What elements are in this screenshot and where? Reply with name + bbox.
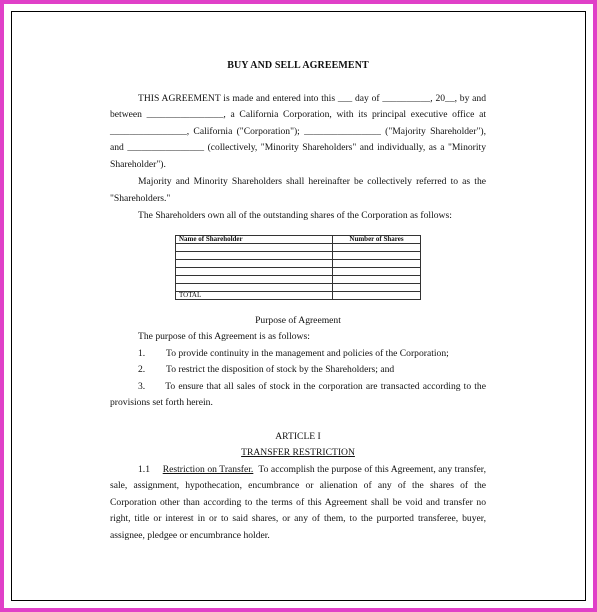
- article-title: TRANSFER RESTRICTION: [241, 447, 355, 458]
- table-cell: [333, 267, 421, 275]
- table-cell: [333, 275, 421, 283]
- table-cell: [176, 243, 333, 251]
- list-number: 2.: [138, 364, 146, 375]
- table-cell: [176, 283, 333, 291]
- section-title: Restriction on Transfer.: [162, 463, 254, 475]
- intro-paragraph: THIS AGREEMENT is made and entered into this ___ day of __________, 20__, by and between ________________, a California Corporation, with its principal executive office at ________________, California ("Corporation"); ________________ ("Majority Shareholder"), and ________________ (collectively, "Minority Shareholders" and individually, as a "Minority Shareholder").: [110, 92, 486, 170]
- ownership-paragraph: The Shareholders own all of the outstanding shares of the Corporation as follows:: [138, 210, 452, 221]
- total-value: [333, 291, 421, 299]
- table-row: [176, 243, 421, 251]
- list-item: [110, 362, 486, 379]
- list-number: 3.: [138, 380, 146, 392]
- table-cell: [176, 275, 333, 283]
- column-header-shares: Number of Shares: [333, 235, 421, 243]
- list-item: [110, 346, 486, 363]
- table-header-row: [176, 235, 421, 243]
- table-cell: [176, 251, 333, 259]
- section-paragraph: [110, 462, 486, 545]
- table-row: [176, 283, 421, 291]
- table-total-row: [176, 291, 421, 299]
- section-number: 1.1: [138, 463, 150, 475]
- shareholder-table: [175, 235, 421, 300]
- table-row: [176, 275, 421, 283]
- table-row: [176, 267, 421, 275]
- section-text: To accomplish the purpose of this Agreement, any transfer, sale, assignment, hypothecation, encumbrance or alienation of any of the shares of the Corporation other than according to the terms of this Agreement shall be void and transfer no right, title or interest in or to said shares, or any of them, to the purported transferee, buyer, assignee, pledgee or encumbrance holder.: [110, 463, 486, 541]
- list-text: To restrict the disposition of stock by the Shareholders; and: [166, 364, 395, 375]
- table-cell: [176, 267, 333, 275]
- list-text: To ensure that all sales of stock in the corporation are transacted according to the provisions set forth herein.: [110, 380, 486, 408]
- table-cell: [333, 259, 421, 267]
- purpose-intro: The purpose of this Agreement is as follows:: [138, 331, 310, 342]
- list-item-3: [110, 379, 486, 412]
- shareholders-paragraph: Majority and Minority Shareholders shall hereinafter be collectively referred to as the "Shareholders.": [110, 176, 486, 204]
- column-header-name: Name of Shareholder: [176, 235, 333, 243]
- table-cell: [333, 243, 421, 251]
- list-number: 1.: [138, 347, 146, 359]
- total-label: TOTAL: [176, 291, 333, 299]
- table-row: [176, 259, 421, 267]
- list-text: To provide continuity in the management and policies of the Corporation;: [166, 347, 449, 359]
- table-row: [176, 251, 421, 259]
- table-cell: [333, 251, 421, 259]
- article-number: ARTICLE I: [275, 430, 321, 442]
- table-cell: [176, 259, 333, 267]
- table-cell: [333, 283, 421, 291]
- purpose-heading: Purpose of Agreement: [255, 314, 341, 326]
- document-body: [110, 58, 486, 544]
- document-title: BUY AND SELL AGREEMENT: [227, 60, 369, 71]
